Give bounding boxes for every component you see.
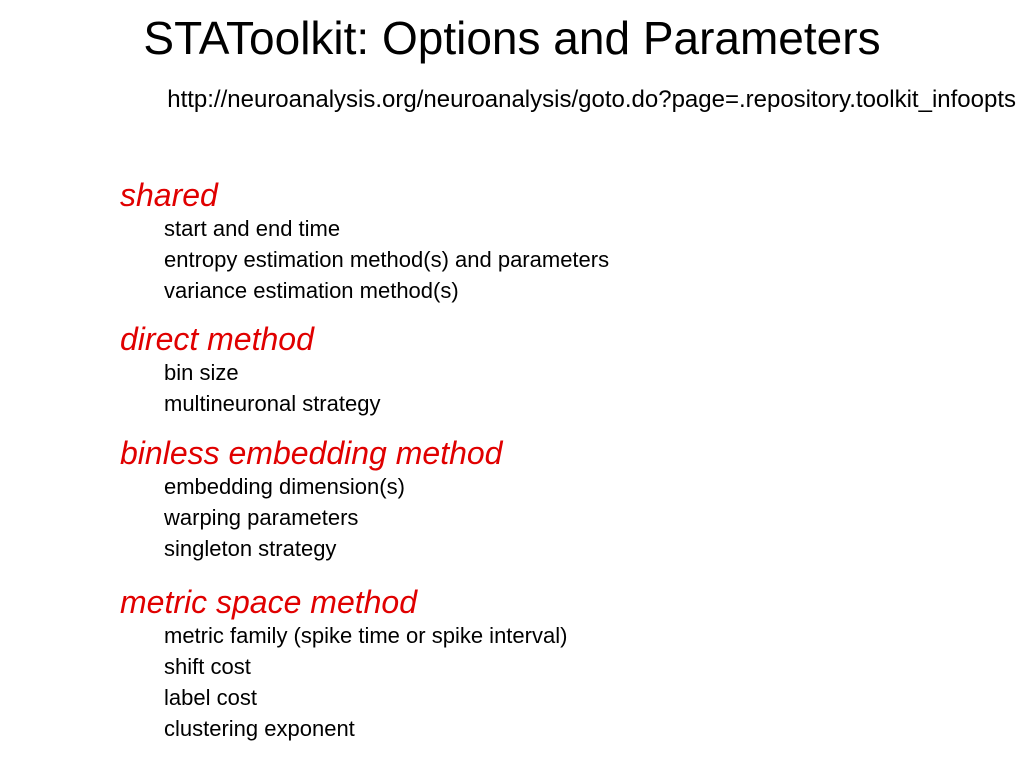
option-item: label cost xyxy=(164,685,257,710)
option-item: clustering exponent xyxy=(164,716,355,741)
option-item: multineuronal strategy xyxy=(164,391,381,416)
option-item: metric family (spike time or spike interval) xyxy=(164,623,568,648)
section-metric-space-method xyxy=(120,584,567,744)
section-shared xyxy=(120,177,609,306)
option-item: singleton strategy xyxy=(164,536,337,561)
option-item: start and end time xyxy=(164,216,341,241)
section-heading-direct-method: direct method xyxy=(120,321,314,357)
section-binless-embedding-method xyxy=(120,435,502,564)
section-heading-metric-space-method: metric space method xyxy=(120,584,418,620)
section-heading-binless-embedding-method: binless embedding method xyxy=(120,435,503,471)
option-item: bin size xyxy=(164,360,239,385)
option-item: variance estimation method(s) xyxy=(164,278,459,303)
option-item: warping parameters xyxy=(164,505,359,530)
option-item: entropy estimation method(s) and parameters xyxy=(164,247,610,272)
option-item: shift cost xyxy=(164,654,251,679)
option-item: embedding dimension(s) xyxy=(164,474,405,499)
source-url: http://neuroanalysis.org/neuroanalysis/goto.do?page=.repository.toolkit_infoopts xyxy=(167,86,1016,113)
slide-title: STAToolkit: Options and Parameters xyxy=(143,12,881,64)
section-heading-shared: shared xyxy=(120,177,218,213)
section-direct-method xyxy=(120,321,380,419)
